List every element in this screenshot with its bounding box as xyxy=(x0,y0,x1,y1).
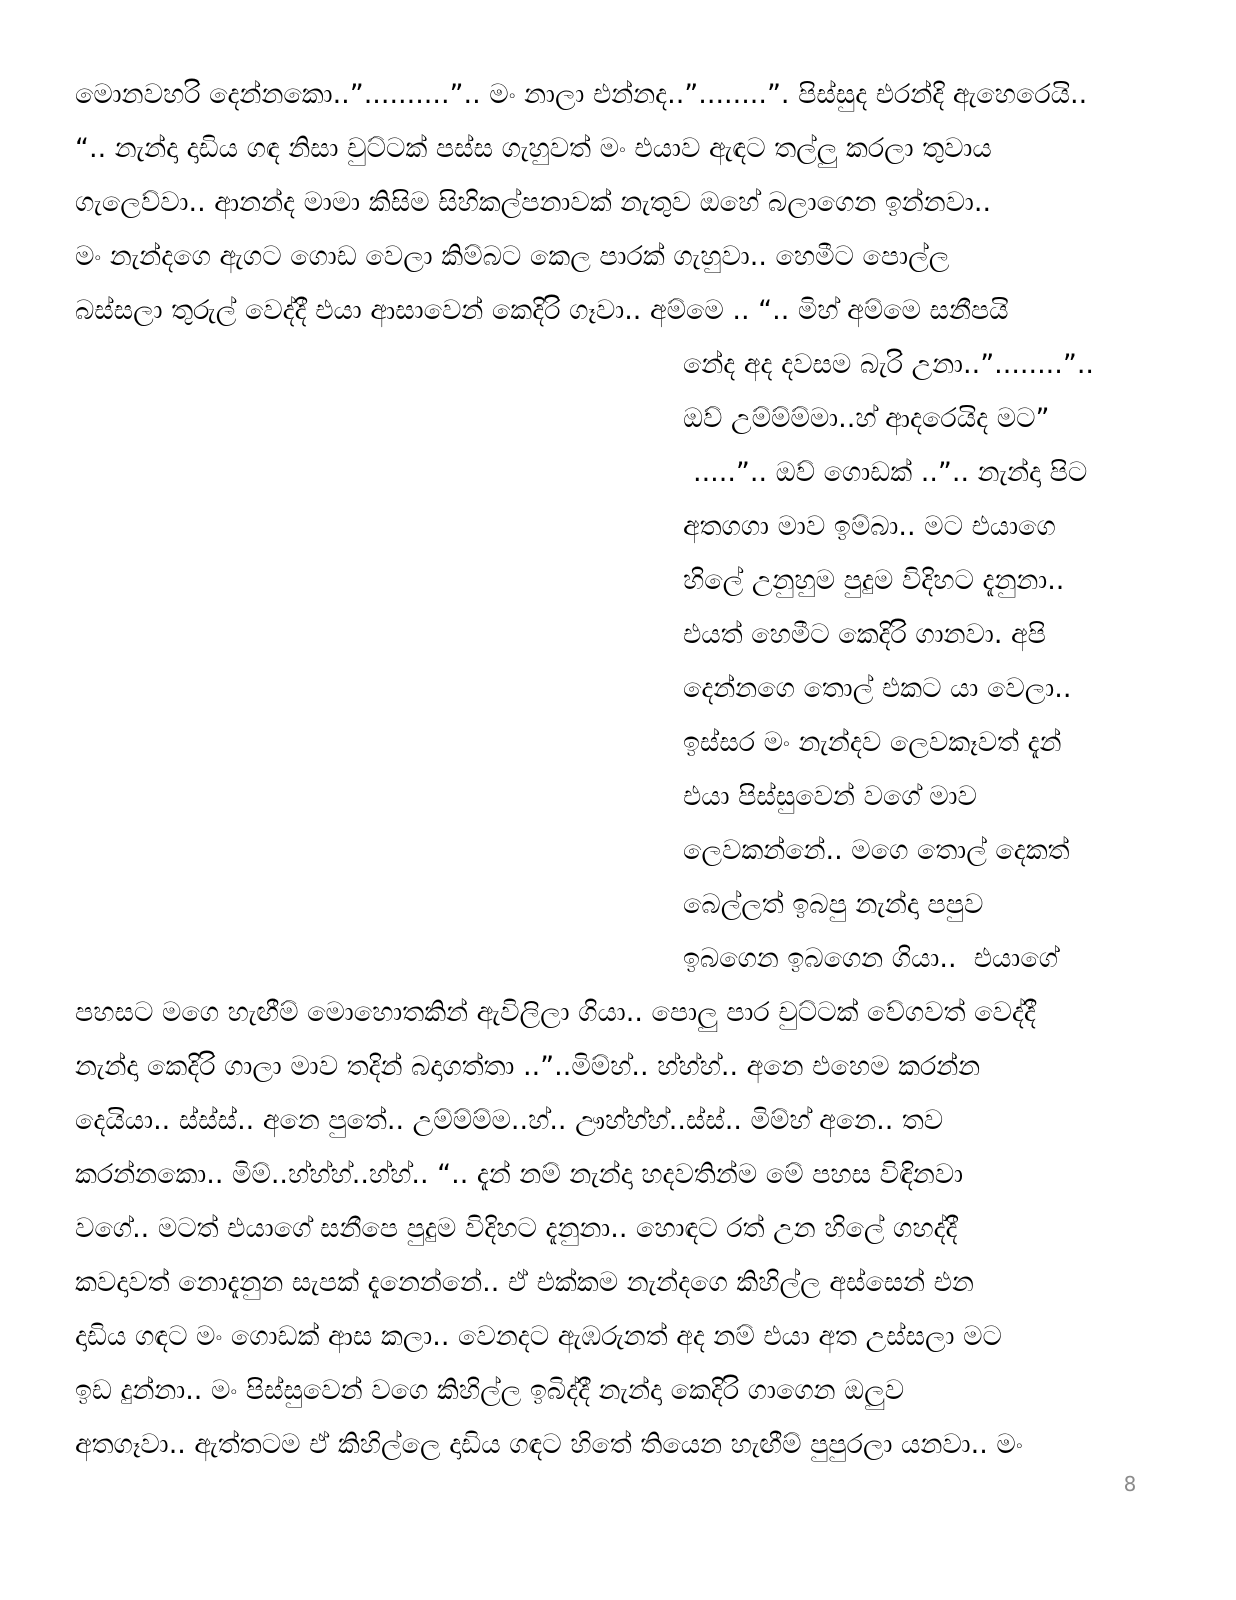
text-line: ලෙවකන්නේ.. මගෙ තොල් දෙකත් xyxy=(683,835,1070,866)
text-line: දාඩිය ගඳට මං ගොඩක් ආස කලා.. වෙනදට ඇඹරුනත් අද නම් එයා අත උස්සලා මට xyxy=(75,1321,1002,1352)
side-column-text xyxy=(75,338,1150,986)
text-line: නැන්දා කෙදිරි ගාලා මාව තදින් බදාගත්තා ..”..මිම්හ්.. හ්හ්හ්.. අනෙ එහෙම කරන්න xyxy=(75,1051,981,1082)
text-line: එයත් හෙමීට කෙදිරි ගානවා. අපි xyxy=(683,619,1046,650)
text-line: .....”.. ඔව් ගොඩක් ..”.. නැන්දා පිට xyxy=(693,457,1088,488)
text-line: මොනවහරි දෙන්නකො..”..........”.. මං නාලා එන්නද..”........”. පිස්සුද එරන්දි ඇහෙරෙයි.. xyxy=(75,79,1088,110)
text-line: අතගෑවා.. ඇත්තටම ඒ කිහිල්ලෙ දාඩිය ගඳට හිතේ තියෙන හැඟීම් පුපුරලා යනවා.. මං xyxy=(75,1429,1023,1460)
text-line: හිලේ උනුහුම පුදුම විදිහට දැනුනා.. xyxy=(683,565,1065,596)
text-line: කරන්නකො.. මිම්..හ්හ්හ්..හ්හ්.. “.. දැන් නම් නැන්දා හදවතින්ම මේ පහස විඳිනවා xyxy=(75,1159,964,1190)
text-line: අතගගා මාව ඉම්බා.. මට එයාගෙ xyxy=(683,511,1056,542)
text-line: පහසට මගෙ හැඟීම් මොහොතකින් ඇවිලිලා ගියා.. පොලු පාර චුට්ටක් වේගවත් වෙද්දී xyxy=(75,997,1036,1028)
top-paragraph xyxy=(75,68,1150,338)
text-line: “.. නැන්දා දාඩිය ගඳ නිසා චුට්ටක් පස්ස ගැහුවත් මං එයාව ඇඳට තල්ලු කරලා තුවාය xyxy=(75,133,992,164)
text-line: බෙල්ලත් ඉබපු නැන්දා පපුව xyxy=(683,889,984,920)
text-line: ඉඩ දුන්නා.. මං පිස්සුවෙන් වගෙ කිහිල්ල ඉබිද්දී නැන්දා කෙදිරි ගාගෙන ඔලුව xyxy=(75,1375,905,1406)
page-number: 8 xyxy=(1123,1472,1137,1496)
page-text xyxy=(75,68,1150,1472)
bottom-paragraph xyxy=(75,986,1150,1472)
text-line: ඉබගෙන ඉබගෙන ගියා.. එයාගේ xyxy=(683,943,1059,974)
text-line: කවදාවත් නොදැනුන සැපක් දැනෙන්නේ.. ඒ එක්කම නැන්දගෙ කිහිල්ල අස්සෙන් එන xyxy=(75,1267,974,1298)
text-line: ඉස්සර මං නැන්දව ලෙවකෑවත් දැන් xyxy=(683,727,1062,758)
text-line: එයා පිස්සුවෙන් වගේ මාව xyxy=(683,781,977,812)
text-line: ගැලෙව්වා.. ආනන්ද මාමා කිසිම සිහිකල්පනාවක් නැතුව ඔහේ බලාගෙන ඉන්නවා.. xyxy=(75,187,992,218)
text-line: දෙයියා.. ස්ස්ස්.. අනෙ පුතේ.. උම්ම්ම්ම..හ්.. ඌහ්හ්හ්..ස්ස්.. මිම්හ් අනෙ.. තව xyxy=(75,1105,944,1136)
text-line: නේද අද දවසම බැරි උනා..”........”.. xyxy=(683,349,1094,380)
text-line: දෙන්නගෙ තොල් එකට යා වෙලා.. xyxy=(683,673,1072,704)
text-line: මං නැන්දගෙ ඇගට ගොඩ වෙලා කිම්බට කෙල පාරක් ගැහුවා.. හෙමීට පොල්ල xyxy=(75,241,950,272)
text-line: ඔව් උම්ම්ම්මා..හ් ආදරෙයිද මට” xyxy=(683,403,1050,434)
text-line: වගේ.. මටත් එයාගේ සනීපෙ පුදුම විදිහට දැනුනා.. හොඳට රත් උන හිලේ ගහද්දී xyxy=(75,1213,958,1244)
text-line: බස්සලා තුරුල් වෙද්දී එයා ආසාවෙන් කෙදිරි ගෑවා.. අම්මෙ .. “.. මිහ් අම්මෙ සනීපයි xyxy=(75,295,1009,326)
